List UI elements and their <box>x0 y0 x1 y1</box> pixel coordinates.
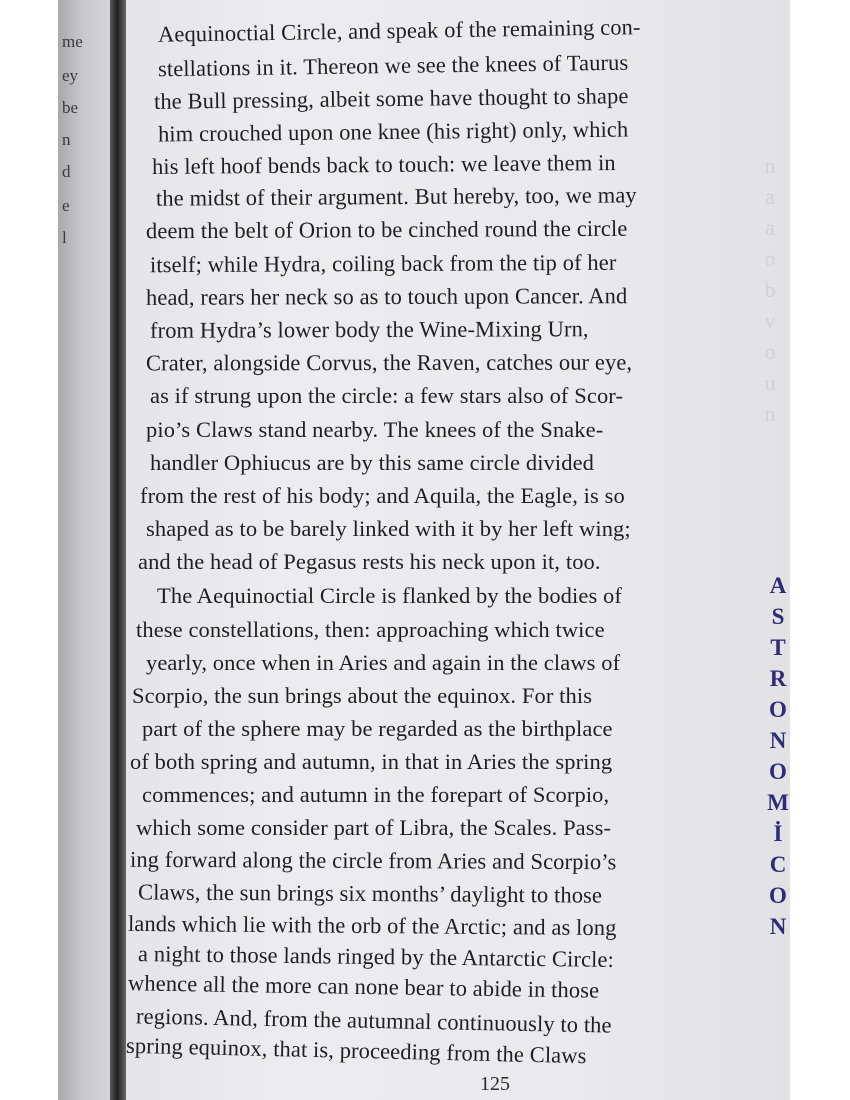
text-line: these constellations, then: approaching which twice <box>136 617 605 642</box>
side-title-letter: M <box>767 790 789 815</box>
text-line: deem the belt of Orion to be cinched round the circle <box>145 215 628 244</box>
text-line: the midst of their argument. But hereby, too, we may <box>155 182 637 211</box>
text-line: his left hoof bends back to touch: we leave them in <box>151 149 616 180</box>
left-page-fragment: be <box>62 98 79 117</box>
book-gutter <box>110 0 126 1100</box>
text-line: stellations in it. Thereon we see the knees of Taurus <box>157 49 629 82</box>
text-line: a night to those lands ringed by the Antarctic Circle: <box>137 941 615 972</box>
text-line: ing forward along the circle from Aries and Scorpio’s <box>129 846 617 875</box>
text-line: the Bull pressing, albeit some have thought to shape <box>153 83 629 114</box>
side-title-letter: C <box>769 852 787 877</box>
text-line: as if strung upon the circle: a few stars also of Scor- <box>150 383 624 408</box>
text-line: handler Ophiucus are by this same circle divided <box>150 450 595 475</box>
side-title-letter: İ <box>773 821 783 846</box>
text-line: pio’s Claws stand nearby. The knees of the Snake- <box>146 417 604 442</box>
left-page-fragment: n <box>62 130 71 149</box>
text-line: itself; while Hydra, coiling back from the tip of her <box>149 249 617 278</box>
side-title-letter: O <box>769 759 787 784</box>
text-line: Scorpio, the sun brings about the equinox. For this <box>132 683 593 708</box>
text-line: regions. And, from the autumnal continuously to the <box>135 1003 612 1038</box>
bleed-through-text: n a a o b v o u n <box>764 153 776 426</box>
side-title-letter: O <box>769 883 787 908</box>
side-title-letter: S <box>771 604 785 629</box>
text-line: head, rears her neck so as to touch upon Cancer. And <box>145 283 628 310</box>
text-line: Claws, the sun brings six months’ daylight to those <box>137 879 603 908</box>
text-line: from the rest of his body; and Aquila, the Eagle, is so <box>140 483 625 508</box>
text-line: yearly, once when in Aries and again in the claws of <box>146 650 621 675</box>
side-title-letter: N <box>769 914 787 939</box>
left-page-fragment: e <box>62 196 70 215</box>
text-line: Aequinoctial Circle, and speak of the remaining con- <box>157 14 641 47</box>
text-line: whence all the more can none bear to abide in those <box>127 970 600 1003</box>
text-line: from Hydra’s lower body the Wine-Mixing Urn, <box>149 316 589 343</box>
left-page-fragment: me <box>62 32 83 51</box>
text-line: The Aequinoctial Circle is flanked by the bodies of <box>157 583 622 608</box>
text-line: shaped as to be barely linked with it by her left wing; <box>146 516 631 541</box>
text-line: Crater, alongside Corvus, the Raven, catches our eye, <box>145 349 633 376</box>
side-title-letter: A <box>769 573 787 598</box>
text-line: commences; and autumn in the forepart of Scorpio, <box>142 782 610 807</box>
left-page-fragment: l <box>62 228 67 247</box>
text-line: spring equinox, that is, proceeding from the Claws <box>125 1032 587 1069</box>
left-page-edge <box>58 0 114 1100</box>
left-page-fragment: d <box>62 162 71 181</box>
side-title-letter: O <box>769 697 787 722</box>
text-line: of both spring and autumn, in that in Aries the spring <box>130 749 613 774</box>
text-line: which some consider part of Libra, the Scales. Pass- <box>136 815 612 840</box>
text-line: lands which lie with the orb of the Arctic; and as long <box>127 910 617 941</box>
side-title-letter: N <box>769 728 787 753</box>
side-title-letter: R <box>769 666 787 691</box>
side-title-vertical <box>760 570 796 942</box>
text-line: and the head of Pegasus rests his neck upon it, too. <box>138 549 601 574</box>
side-title-letter: T <box>770 635 786 660</box>
text-line: part of the sphere may be regarded as the birthplace <box>142 716 613 741</box>
page-number: 125 <box>480 1073 510 1095</box>
left-page-fragment: ey <box>62 66 79 85</box>
text-line: him crouched upon one knee (his right) only, which <box>157 116 629 147</box>
